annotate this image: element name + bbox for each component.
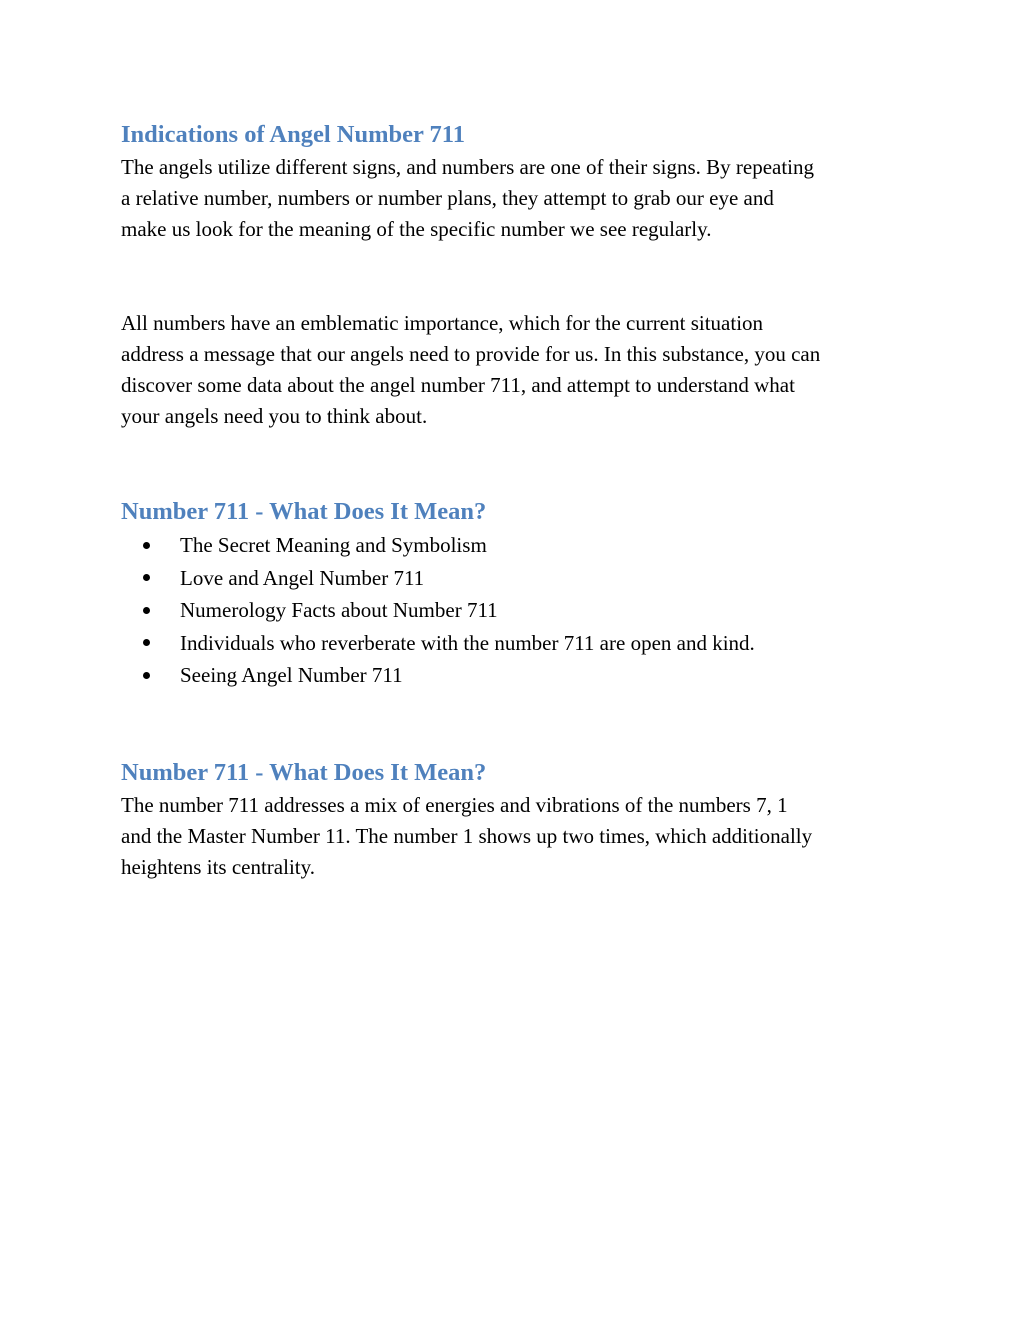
list-item xyxy=(121,659,911,692)
bullet-icon xyxy=(143,639,150,646)
paragraph-energies xyxy=(121,790,911,883)
paragraph-line: heightens its centrality. xyxy=(121,854,316,879)
list-item xyxy=(121,627,911,660)
bullet-list xyxy=(121,529,911,692)
bullet-icon xyxy=(143,672,150,679)
list-item-text: Individuals who reverberate with the number 711 are open and kind. xyxy=(180,630,755,655)
list-item xyxy=(121,594,911,627)
bullet-icon xyxy=(143,542,150,549)
paragraph-line: The number 711 addresses a mix of energies and vibrations of the numbers 7, 1 xyxy=(121,792,788,817)
bullet-icon xyxy=(143,574,150,581)
list-item xyxy=(121,562,911,595)
paragraph-line: and the Master Number 11. The number 1 shows up two times, which additionally xyxy=(121,823,813,848)
paragraph-importance xyxy=(121,308,911,432)
list-item-text: The Secret Meaning and Symbolism xyxy=(180,533,487,557)
paragraph-line: make us look for the meaning of the specific number we see regularly. xyxy=(121,217,712,241)
list-item-text: Seeing Angel Number 711 xyxy=(180,663,403,688)
paragraph-line: a relative number, numbers or number plans, they attempt to grab our eye and xyxy=(121,186,774,210)
document-page xyxy=(121,118,911,883)
paragraph-line: The angels utilize different signs, and numbers are one of their signs. By repeating xyxy=(121,155,814,179)
list-item-text: Love and Angel Number 711 xyxy=(180,565,425,590)
paragraph-line: your angels need you to think about. xyxy=(121,404,428,428)
paragraph-line: All numbers have an emblematic importance, which for the current situation xyxy=(121,311,764,335)
paragraph-line: discover some data about the angel number 711, and attempt to understand what xyxy=(121,373,795,397)
paragraph-signs xyxy=(121,152,911,245)
paragraph-line: address a message that our angels need to provide for us. In this substance, you can xyxy=(121,342,821,366)
bullet-icon xyxy=(143,607,150,614)
section-heading-meaning: Number 711 - What Does It Mean? xyxy=(121,498,487,525)
list-item xyxy=(121,529,911,562)
list-item-text: Numerology Facts about Number 711 xyxy=(180,598,498,623)
section-heading-indications: Indications of Angel Number 711 xyxy=(121,121,465,148)
section-heading-meaning-detail: Number 711 - What Does It Mean? xyxy=(121,758,487,786)
